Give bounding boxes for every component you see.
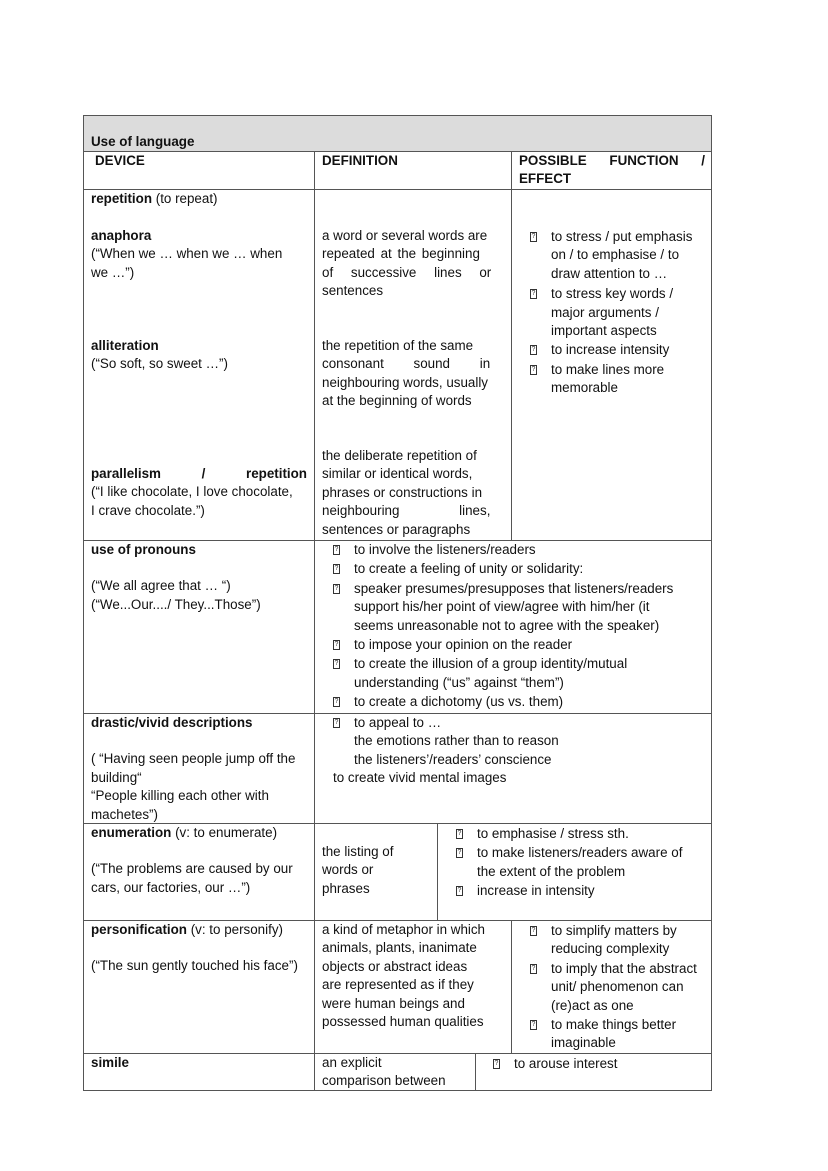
effects-simile: [493, 1055, 703, 1073]
device-alliteration: alliteration (“So soft, so sweet …”): [91, 338, 228, 372]
effect-item: ? to simplify matters by reducing complexity: [530, 922, 708, 959]
anaphora-example-line: (“When we … when we … when: [91, 246, 283, 262]
effect-item: ? to emphasise / stress sth.: [456, 825, 706, 843]
col-separator: [511, 920, 512, 1053]
device-pronouns: use of pronouns (“We all agree that … “) (“We...Our..../ They...Those”): [91, 542, 261, 612]
definition-simile: an explicit comparison between: [322, 1055, 446, 1089]
effect-item: ? to impose your opinion on the reader: [333, 636, 705, 654]
effect-item: ? to make things better imaginable: [530, 1016, 708, 1053]
effect-item: ? to make listeners/readers aware of the extent of the problem: [456, 844, 706, 881]
device-simile: simile: [91, 1055, 129, 1070]
border-left: [83, 115, 84, 1091]
checkbox-glyph-icon: [333, 545, 340, 555]
device-enumeration: enumeration (v: to enumerate) (“The problems are caused by our cars, our factories, our …”): [91, 825, 293, 895]
effect-item: ? to create the illusion of a group identity/mutual understanding (“us” against “them”): [333, 655, 705, 692]
checkbox-glyph-icon: [333, 718, 340, 728]
effect-item: ? to increase intensity: [530, 341, 708, 359]
effects-repetition: [530, 228, 708, 398]
effects-drastic: ? to appeal to … the emotions rather than to reason the listeners’/readers’ conscience to create vivid mental images: [333, 714, 705, 788]
checkbox-glyph-icon: [456, 829, 463, 839]
header-function-line1: POSSIBLE FUNCTION /: [519, 153, 705, 168]
col-separator: [314, 1053, 315, 1090]
effect-item: ? to create a dichotomy (us vs. them): [333, 693, 705, 711]
checkbox-glyph-icon: [530, 289, 537, 299]
checkbox-glyph-icon: [456, 886, 463, 896]
device-anaphora: anaphora (“When we … when we … when we …”): [91, 227, 307, 282]
effects-enumeration: [456, 825, 706, 901]
effect-item: ? to stress / put emphasis on / to emphasise / to draw attention to …: [530, 228, 708, 283]
checkbox-glyph-icon: [333, 697, 340, 707]
effect-item: ? to involve the listeners/readers: [333, 541, 705, 559]
effect-item: ? to stress key words / major arguments / important aspects: [530, 285, 708, 340]
col-separator: [314, 920, 315, 1053]
border-right: [711, 115, 712, 1091]
effect-item: ? to appeal to … the emotions rather than to reason the listeners’/readers’ conscience: [333, 714, 705, 769]
definition-personification: a kind of metaphor in which animals, plants, inanimate objects or abstract ideas are represented as if they were human beings and possessed human qualities: [322, 922, 486, 1030]
effects-personification: [530, 922, 708, 1053]
col-separator: [314, 823, 315, 920]
col-separator: [437, 823, 438, 920]
checkbox-glyph-icon: [530, 926, 537, 936]
col-separator: [314, 151, 315, 540]
effect-item: ? to make lines more memorable: [530, 361, 708, 398]
checkbox-glyph-icon: [530, 964, 537, 974]
effect-item: ? to create a feeling of unity or solidarity:: [333, 560, 705, 578]
definition-parallelism: the deliberate repetition of similar or identical words, phrases or constructions in neighbouring lines, sentences or paragraphs: [322, 448, 491, 537]
checkbox-glyph-icon: [333, 659, 340, 669]
checkbox-glyph-icon: [333, 564, 340, 574]
col-separator: [511, 151, 512, 540]
col-separator: [314, 713, 315, 823]
effect-item: ? increase in intensity: [456, 882, 706, 900]
checkbox-glyph-icon: [530, 1020, 537, 1030]
col-separator: [314, 540, 315, 713]
checkbox-glyph-icon: [493, 1059, 500, 1069]
device-drastic: drastic/vivid descriptions ( “Having seen people jump off the building“ “People killing each other with machetes”): [91, 715, 296, 822]
effect-item: ? to imply that the abstract unit/ phenomenon can (re)act as one: [530, 960, 708, 1015]
checkbox-glyph-icon: [530, 365, 537, 375]
table-title: Use of language: [91, 134, 195, 149]
header-function: POSSIBLE FUNCTION / EFFECT: [519, 153, 705, 187]
device-personification: personification (v: to personify) (“The sun gently touched his face”): [91, 922, 298, 974]
checkbox-glyph-icon: [530, 232, 537, 242]
header-device: DEVICE: [95, 153, 145, 168]
definition-alliteration: the repetition of the same consonant sound in neighbouring words, usually at the beginning of words: [322, 338, 491, 409]
checkbox-glyph-icon: [333, 640, 340, 650]
border-top: [83, 115, 712, 116]
col-separator: [475, 1053, 476, 1090]
device-parallelism: parallelism / repetition (“I like chocolate, I love chocolate, I crave chocolate.”): [91, 466, 307, 518]
effect-item: ? speaker presumes/presupposes that listeners/readers support his/her point of view/agree with him/her (it seems unreasonable not to agree with the speaker): [333, 580, 705, 635]
parallelism-title-line: parallelism / repetition: [91, 466, 307, 481]
device-repetition: repetition (to repeat): [91, 191, 218, 206]
checkbox-glyph-icon: [456, 848, 463, 858]
checkbox-glyph-icon: [333, 584, 340, 594]
checkbox-glyph-icon: [530, 345, 537, 355]
definition-enumeration: the listing of words or phrases: [322, 844, 394, 896]
effects-pronouns: [333, 541, 705, 712]
definition-anaphora: a word or several words are repeated at the beginning of successive lines or sentences: [322, 228, 492, 299]
header-definition: DEFINITION: [322, 153, 398, 168]
effect-item: ? to arouse interest: [493, 1055, 703, 1073]
